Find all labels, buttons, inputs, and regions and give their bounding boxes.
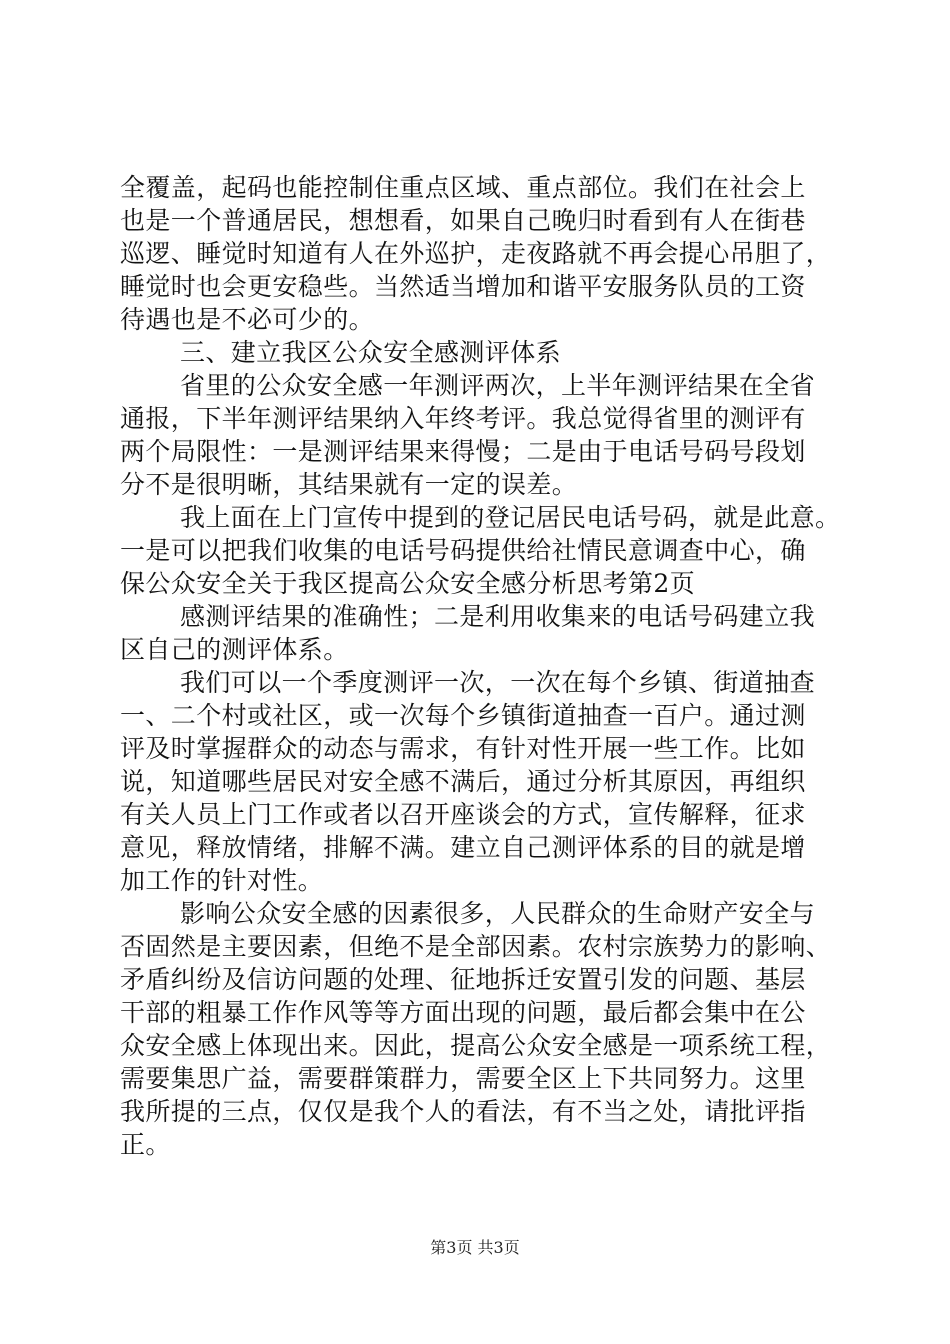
text-line: 矛盾纠纷及信访问题的处理、征地拆迁安置引发的问题、基层 [120, 965, 806, 994]
section-heading: 三、建立我区公众安全感测评体系 [180, 338, 562, 367]
text-line: 省里的公众安全感一年测评两次，上半年测评结果在全省 [180, 371, 816, 400]
text-line: 我所提的三点，仅仅是我个人的看法，有不当之处，请批评指 [120, 1097, 806, 1126]
text-line: 干部的粗暴工作作风等等方面出现的问题，最后都会集中在公 [120, 998, 806, 1027]
text-line: 有关人员上门工作或者以召开座谈会的方式，宣传解释，征求 [120, 800, 806, 829]
text-line: 需要集思广益，需要群策群力，需要全区上下共同努力。这里 [120, 1064, 806, 1093]
text-line: 感测评结果的准确性；二是利用收集来的电话号码建立我 [180, 602, 816, 631]
text-line: 区自己的测评体系。 [120, 635, 349, 664]
text-line: 意见，释放情绪，排解不满。建立自己测评体系的目的就是增 [120, 833, 806, 862]
text-line: 分不是很明晰，其结果就有一定的误差。 [120, 470, 578, 499]
text-line: 也是一个普通居民，想想看，如果自己晚归时看到有人在街巷 [120, 206, 806, 235]
text-line: 待遇也是不必可少的。 [120, 305, 375, 334]
text-line: 我们可以一个季度测评一次，一次在每个乡镇、街道抽查 [180, 668, 816, 697]
text-line: 否固然是主要因素，但绝不是全部因素。农村宗族势力的影响、 [120, 932, 832, 961]
text-line: 两个局限性：一是测评结果来得慢；二是由于电话号码号段划 [120, 437, 806, 466]
page-number-label: 第3页 共3页 [430, 1238, 520, 1257]
text-line: 睡觉时也会更安稳些。当然适当增加和谐平安服务队员的工资 [120, 272, 806, 301]
text-line: 说，知道哪些居民对安全感不满后，通过分析其原因，再组织 [120, 767, 806, 796]
text-line: 我上面在上门宣传中提到的登记居民电话号码，就是此意。 [180, 503, 841, 532]
text-line: 影响公众安全感的因素很多，人民群众的生命财产安全与 [180, 899, 816, 928]
text-line: 通报，下半年测评结果纳入年终考评。我总觉得省里的测评有 [120, 404, 806, 433]
document-body [120, 171, 841, 1161]
text-line: 评及时掌握群众的动态与需求，有针对性开展一些工作。比如 [120, 734, 806, 763]
text-line: 保公众安全关于我区提高公众安全感分析思考第2页 [120, 569, 696, 598]
text-line: 众安全感上体现出来。因此，提高公众安全感是一项系统工程， [120, 1031, 832, 1060]
text-line: 全覆盖，起码也能控制住重点区域、重点部位。我们在社会上 [120, 173, 806, 202]
page-footer [0, 1238, 950, 1258]
text-line: 一是可以把我们收集的电话号码提供给社情民意调查中心，确 [120, 536, 806, 565]
text-line: 巡逻、睡觉时知道有人在外巡护，走夜路就不再会提心吊胆了， [120, 239, 832, 268]
text-line: 正。 [120, 1130, 171, 1159]
text-line: 一、二个村或社区，或一次每个乡镇街道抽查一百户。通过测 [120, 701, 806, 730]
text-line: 加工作的针对性。 [120, 866, 324, 895]
